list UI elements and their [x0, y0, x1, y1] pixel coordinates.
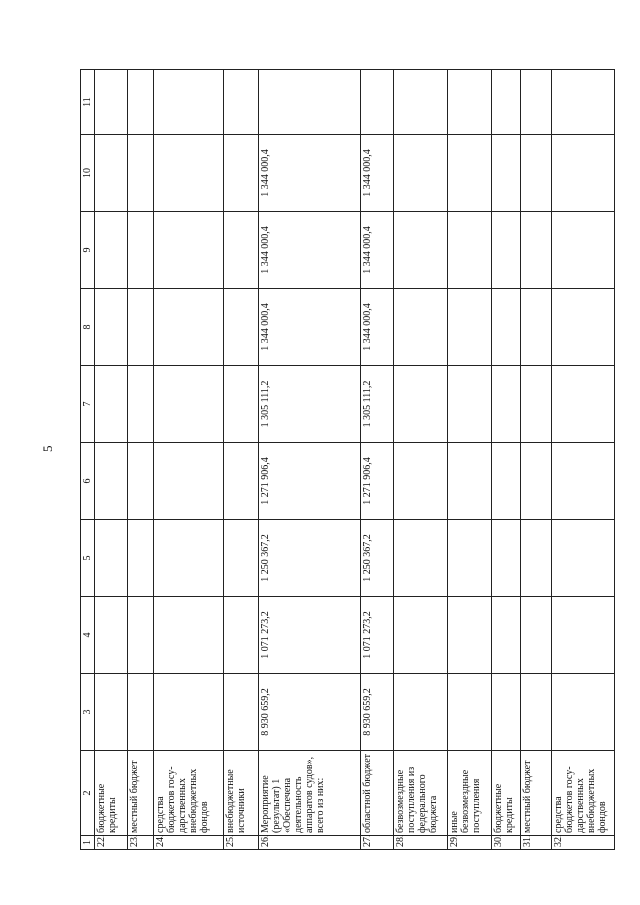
value-cell — [154, 289, 224, 366]
value-cell — [394, 212, 448, 289]
table-row — [492, 70, 521, 850]
value-cell — [521, 212, 552, 289]
value-cell — [552, 597, 615, 674]
row-number: 27. — [361, 836, 394, 850]
value-cell — [448, 135, 492, 212]
value-cell — [128, 289, 154, 366]
value-cell — [448, 70, 492, 135]
value-cell — [521, 597, 552, 674]
header-row — [81, 70, 95, 850]
value-cell — [394, 520, 448, 597]
value-cell — [128, 212, 154, 289]
value-cell — [448, 289, 492, 366]
value-cell — [95, 70, 128, 135]
value-cell — [95, 674, 128, 751]
table-row — [552, 70, 615, 850]
value-cell — [492, 135, 521, 212]
value-cell — [448, 366, 492, 443]
value-cell — [521, 135, 552, 212]
value-cell — [128, 597, 154, 674]
value-cell — [224, 135, 259, 212]
value-cell — [95, 520, 128, 597]
value-cell — [448, 674, 492, 751]
row-number: 23. — [128, 836, 154, 850]
column-header: 2 — [81, 751, 95, 836]
value-cell — [552, 443, 615, 520]
value-cell: 1 344 000,4 — [259, 135, 361, 212]
table-row — [128, 70, 154, 850]
value-cell — [448, 212, 492, 289]
value-cell — [521, 289, 552, 366]
row-label: Мероприятие (результат) 1 «Обеспечена деятельность аппаратов судов», всего из них: — [259, 751, 361, 836]
column-header: 11 — [81, 70, 95, 135]
value-cell — [224, 70, 259, 135]
value-cell — [521, 70, 552, 135]
value-cell — [224, 443, 259, 520]
value-cell — [95, 597, 128, 674]
value-cell: 1 305 111,2 — [259, 366, 361, 443]
row-label: иные безвозмездные поступления — [448, 751, 492, 836]
row-number: 29. — [448, 836, 492, 850]
value-cell — [492, 520, 521, 597]
value-cell — [448, 520, 492, 597]
budget-table-rotated — [80, 70, 608, 850]
value-cell — [394, 135, 448, 212]
value-cell — [492, 443, 521, 520]
column-header: 7 — [81, 366, 95, 443]
table-row — [361, 70, 394, 850]
value-cell: 1 344 000,4 — [361, 135, 394, 212]
column-header: 3 — [81, 674, 95, 751]
value-cell — [224, 212, 259, 289]
value-cell: 1 344 000,4 — [361, 289, 394, 366]
value-cell: 1 071 273,2 — [361, 597, 394, 674]
value-cell — [95, 289, 128, 366]
value-cell: 8 930 659,2 — [361, 674, 394, 751]
value-cell — [224, 597, 259, 674]
value-cell — [552, 289, 615, 366]
value-cell: 1 344 000,4 — [361, 212, 394, 289]
row-number: 28. — [394, 836, 448, 850]
value-cell — [224, 289, 259, 366]
value-cell — [128, 70, 154, 135]
row-label: средства бюджетов госу-дарственных внебюджетных фондов — [154, 751, 224, 836]
value-cell: 1 344 000,4 — [259, 212, 361, 289]
table-row — [521, 70, 552, 850]
value-cell — [552, 70, 615, 135]
value-cell — [552, 674, 615, 751]
column-header: 1 — [81, 836, 95, 850]
value-cell — [492, 366, 521, 443]
value-cell: 1 271 906,4 — [259, 443, 361, 520]
value-cell — [448, 597, 492, 674]
row-label: безвозмездные поступления из федерального бюджета — [394, 751, 448, 836]
value-cell — [552, 366, 615, 443]
row-number: 32. — [552, 836, 615, 850]
column-header: 8 — [81, 289, 95, 366]
column-header: 4 — [81, 597, 95, 674]
value-cell — [492, 289, 521, 366]
value-cell — [394, 366, 448, 443]
table-row — [154, 70, 224, 850]
value-cell: 1 305 111,2 — [361, 366, 394, 443]
value-cell — [154, 135, 224, 212]
value-cell — [154, 520, 224, 597]
value-cell: 1 071 273,2 — [259, 597, 361, 674]
row-number: 24. — [154, 836, 224, 850]
row-number: 31. — [521, 836, 552, 850]
value-cell — [552, 135, 615, 212]
value-cell — [492, 674, 521, 751]
row-label: областной бюджет — [361, 751, 394, 836]
value-cell: 1 344 000,4 — [259, 289, 361, 366]
row-number: 25. — [224, 836, 259, 850]
value-cell — [224, 674, 259, 751]
page-number: 5 — [40, 445, 55, 452]
value-cell — [492, 70, 521, 135]
value-cell — [552, 212, 615, 289]
budget-table — [80, 69, 615, 850]
value-cell — [394, 674, 448, 751]
value-cell — [521, 366, 552, 443]
row-number: 22. — [95, 836, 128, 850]
value-cell — [154, 597, 224, 674]
value-cell — [128, 674, 154, 751]
row-number: 26. — [259, 836, 361, 850]
table-row — [224, 70, 259, 850]
value-cell — [394, 289, 448, 366]
row-label: местный бюджет — [521, 751, 552, 836]
value-cell: 1 250 367,2 — [259, 520, 361, 597]
value-cell: 8 930 659,2 — [259, 674, 361, 751]
value-cell — [448, 443, 492, 520]
row-label: местный бюджет — [128, 751, 154, 836]
value-cell — [154, 366, 224, 443]
value-cell — [95, 366, 128, 443]
value-cell — [154, 212, 224, 289]
table-row — [448, 70, 492, 850]
value-cell — [154, 674, 224, 751]
value-cell — [552, 520, 615, 597]
row-label: внебюджетные источники — [224, 751, 259, 836]
value-cell — [521, 520, 552, 597]
value-cell — [492, 212, 521, 289]
value-cell — [128, 366, 154, 443]
value-cell — [394, 597, 448, 674]
value-cell — [521, 674, 552, 751]
value-cell — [95, 443, 128, 520]
column-header: 6 — [81, 443, 95, 520]
value-cell — [521, 443, 552, 520]
value-cell — [394, 70, 448, 135]
column-header: 10 — [81, 135, 95, 212]
value-cell — [154, 70, 224, 135]
column-header: 5 — [81, 520, 95, 597]
row-label: бюджетные кредиты — [95, 751, 128, 836]
value-cell — [128, 443, 154, 520]
table-row — [95, 70, 128, 850]
column-header: 9 — [81, 212, 95, 289]
value-cell — [95, 212, 128, 289]
row-label: бюджетные кредиты — [492, 751, 521, 836]
value-cell — [224, 520, 259, 597]
table-row — [394, 70, 448, 850]
value-cell — [361, 70, 394, 135]
value-cell — [259, 70, 361, 135]
value-cell: 1 271 906,4 — [361, 443, 394, 520]
row-number: 30. — [492, 836, 521, 850]
table-body — [95, 70, 615, 850]
value-cell — [95, 135, 128, 212]
row-label: средства бюджетов госу-дарственных внебюджетных фондов — [552, 751, 615, 836]
value-cell — [394, 443, 448, 520]
table-row — [259, 70, 361, 850]
value-cell: 1 250 367,2 — [361, 520, 394, 597]
value-cell — [128, 520, 154, 597]
value-cell — [154, 443, 224, 520]
value-cell — [128, 135, 154, 212]
value-cell — [224, 366, 259, 443]
value-cell — [492, 597, 521, 674]
